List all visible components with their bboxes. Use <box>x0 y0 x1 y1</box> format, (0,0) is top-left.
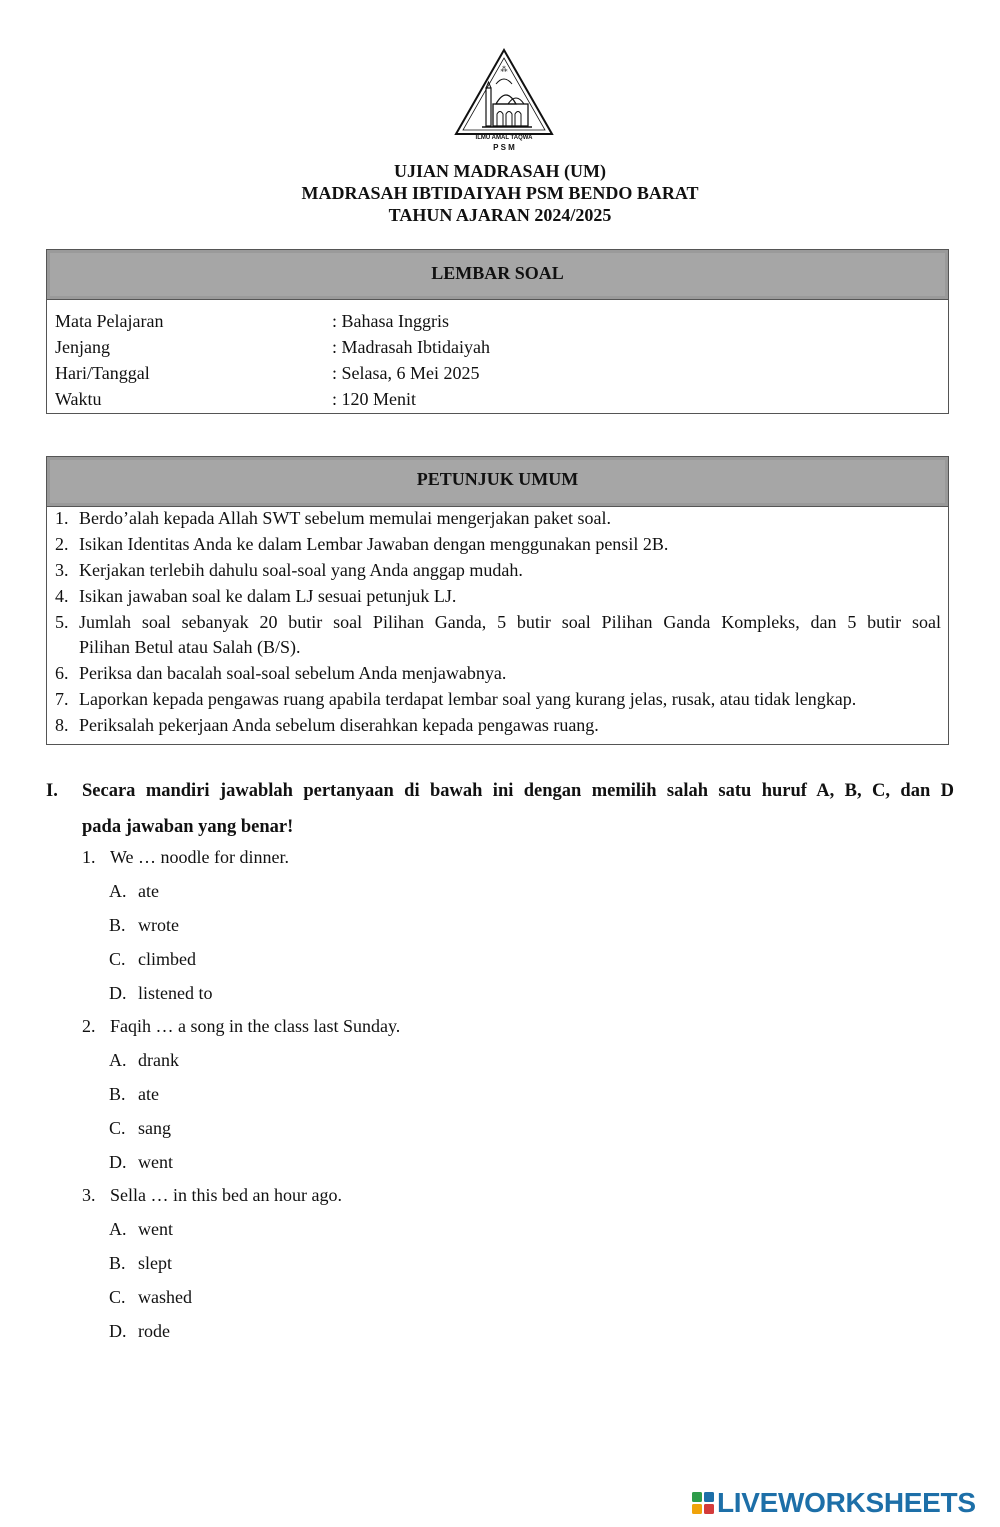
exam-title: UJIAN MADRASAH (UM) <box>394 161 606 181</box>
instruction-number: 3. <box>55 560 69 580</box>
instruction-item <box>55 532 941 557</box>
question-number: 2. <box>82 1016 96 1036</box>
instruction-text: Berdo’alah kepada Allah SWT sebelum memulai mengerjakan paket soal. <box>79 508 611 528</box>
question-number: 3. <box>82 1185 96 1205</box>
option-letter: B. <box>109 1253 126 1273</box>
instruction-number: 7. <box>55 689 69 709</box>
option-letter: D. <box>109 983 127 1003</box>
question <box>82 845 289 869</box>
option-text: ate <box>138 1084 159 1104</box>
liveworksheets-wordmark: LIVEWORKSHEETS <box>717 1487 976 1518</box>
answer-option[interactable] <box>109 1319 170 1343</box>
option-text: rode <box>138 1321 170 1341</box>
svg-text:⁂: ⁂ <box>500 66 508 74</box>
instruction-number: 1. <box>55 508 69 528</box>
option-letter: A. <box>109 1219 127 1239</box>
option-text: climbed <box>138 949 196 969</box>
instruction-item <box>55 506 941 531</box>
lembar-soal-box <box>46 249 949 414</box>
option-letter: D. <box>109 1152 127 1172</box>
answer-option[interactable] <box>109 1217 173 1241</box>
answer-option[interactable] <box>109 947 196 971</box>
info-value: : 120 Menit <box>332 389 416 409</box>
option-text: wrote <box>138 915 179 935</box>
option-text: went <box>138 1152 173 1172</box>
option-letter: C. <box>109 1287 126 1307</box>
lembar-soal-title: LEMBAR SOAL <box>47 250 948 300</box>
logo-initials: P S M <box>493 143 515 152</box>
info-row-level <box>55 334 490 360</box>
answer-option[interactable] <box>109 1251 172 1275</box>
instruction-item <box>55 713 941 738</box>
liveworksheets-icon <box>692 1492 714 1514</box>
instruction-text: Periksa dan bacalah soal-soal sebelum Anda menjawabnya. <box>79 663 507 683</box>
answer-option[interactable] <box>109 913 179 937</box>
instruction-item <box>55 558 941 583</box>
option-letter: D. <box>109 1321 127 1341</box>
option-letter: B. <box>109 915 126 935</box>
section-instruction-line2: pada jawaban yang benar! <box>82 817 294 837</box>
instruction-text: Periksalah pekerjaan Anda sebelum diserahkan kepada pengawas ruang. <box>79 715 599 735</box>
question-number: 1. <box>82 847 96 867</box>
section-number: I. <box>46 781 58 801</box>
info-row-time <box>55 386 416 412</box>
info-row-date <box>55 360 479 386</box>
instruction-text: Laporkan kepada pengawas ruang apabila terdapat lembar soal yang kurang jelas, rusak, atau tidak lengkap. <box>79 689 857 709</box>
option-letter: C. <box>109 949 126 969</box>
answer-option[interactable] <box>109 1285 192 1309</box>
school-logo <box>452 46 556 156</box>
school-name: MADRASAH IBTIDAIYAH PSM BENDO BARAT <box>301 183 699 203</box>
option-text: listened to <box>138 983 213 1003</box>
academic-year: TAHUN AJARAN 2024/2025 <box>388 205 612 225</box>
petunjuk-umum-box <box>46 456 949 745</box>
question-text: Faqih … a song in the class last Sunday. <box>110 1016 401 1036</box>
answer-option[interactable] <box>109 879 159 903</box>
instruction-text: Jumlah soal sebanyak 20 butir soal Pilihan Ganda, 5 butir soal Pilihan Ganda Kompleks, dan 5 butir soal <box>79 612 941 632</box>
option-letter: A. <box>109 1050 127 1070</box>
answer-option[interactable] <box>109 1082 159 1106</box>
question <box>82 1183 342 1207</box>
info-label: Jenjang <box>55 337 110 357</box>
info-value: : Selasa, 6 Mei 2025 <box>332 363 480 383</box>
instruction-item <box>55 687 941 712</box>
instruction-number: 5. <box>55 612 69 632</box>
option-text: slept <box>138 1253 172 1273</box>
section-instruction-line1: Secara mandiri jawablah pertanyaan di bawah ini dengan memilih salah satu huruf A, B, C, dan D <box>82 781 954 801</box>
petunjuk-umum-title: PETUNJUK UMUM <box>47 457 948 507</box>
question-text: We … noodle for dinner. <box>110 847 290 867</box>
option-text: drank <box>138 1050 179 1070</box>
option-letter: C. <box>109 1118 126 1138</box>
answer-option[interactable] <box>109 981 213 1005</box>
section-heading <box>46 779 954 839</box>
info-value: : Madrasah Ibtidaiyah <box>332 337 490 357</box>
info-label: Waktu <box>55 389 102 409</box>
info-label: Hari/Tanggal <box>55 363 150 383</box>
instruction-item <box>55 584 941 609</box>
instruction-item <box>55 610 941 660</box>
option-letter: B. <box>109 1084 126 1104</box>
question-text: Sella … in this bed an hour ago. <box>110 1185 342 1205</box>
answer-option[interactable] <box>109 1150 173 1174</box>
instruction-text: Isikan jawaban soal ke dalam LJ sesuai petunjuk LJ. <box>79 586 457 606</box>
answer-option[interactable] <box>109 1048 179 1072</box>
answer-option[interactable] <box>109 1116 171 1140</box>
info-value: : Bahasa Inggris <box>332 311 449 331</box>
instruction-number: 4. <box>55 586 69 606</box>
logo-motto: ILMU AMAL TAQWA <box>475 135 533 141</box>
instruction-number: 8. <box>55 715 69 735</box>
instruction-text-continued: Pilihan Betul atau Salah (B/S). <box>79 637 301 657</box>
info-row-subject <box>55 308 449 334</box>
option-letter: A. <box>109 881 127 901</box>
option-text: washed <box>138 1287 192 1307</box>
instruction-item <box>55 661 941 686</box>
instruction-text: Kerjakan terlebih dahulu soal-soal yang Anda anggap mudah. <box>79 560 523 580</box>
question <box>82 1014 400 1038</box>
instruction-text: Isikan Identitas Anda ke dalam Lembar Jawaban dengan menggunakan pensil 2B. <box>79 534 669 554</box>
instruction-number: 6. <box>55 663 69 683</box>
instruction-number: 2. <box>55 534 69 554</box>
option-text: ate <box>138 881 159 901</box>
info-label: Mata Pelajaran <box>55 311 164 331</box>
option-text: went <box>138 1219 173 1239</box>
option-text: sang <box>138 1118 171 1138</box>
